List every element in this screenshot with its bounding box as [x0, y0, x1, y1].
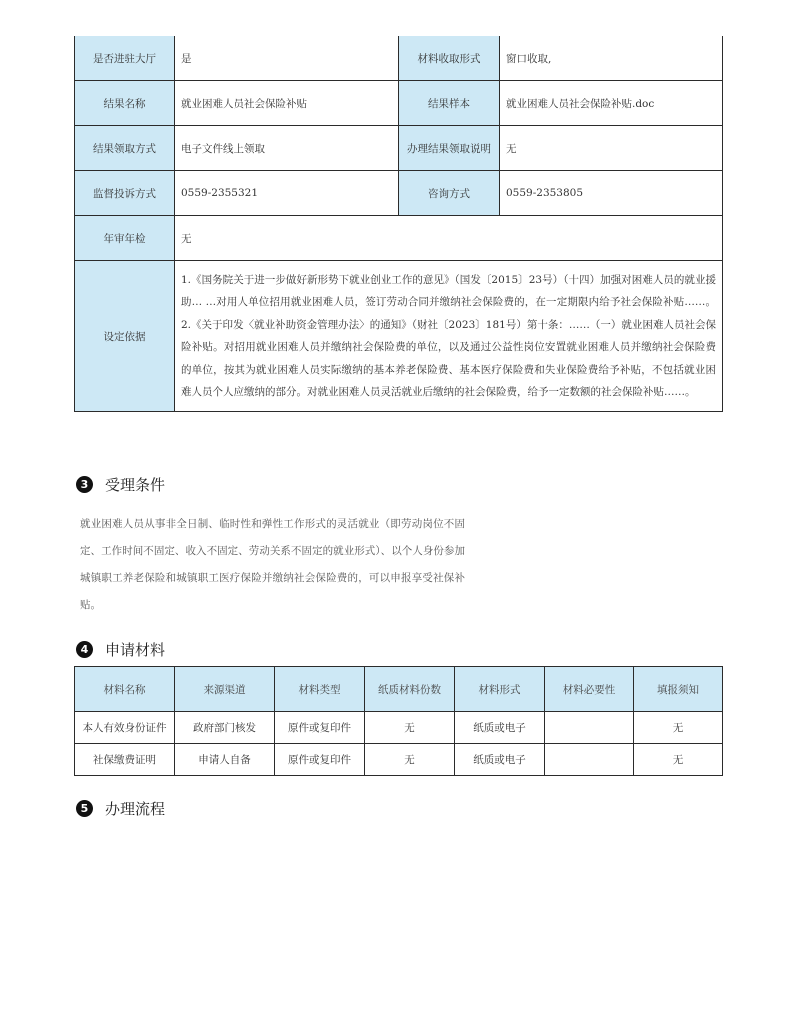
info-table [74, 36, 723, 412]
table-row [75, 36, 723, 81]
table-row [75, 712, 723, 744]
material-copies: 无 [365, 712, 455, 744]
acceptance-conditions-text: 就业困难人员从事非全日制、临时性和弹性工作形式的灵活就业（即劳动岗位不固定、工作时间不固定、收入不固定、劳动关系不固定的就业形式）、以个人身份参加城镇职工养老保险和城镇职工医疗保险并缴纳社会保险费的，可以申报享受社保补贴。 [80, 518, 465, 611]
annual-review-label: 年审年检 [75, 216, 175, 261]
section-title: 申请材料 [105, 641, 166, 659]
consult-phone: 0559-2353805 [500, 171, 723, 216]
result-name-value: 就业困难人员社会保险补贴 [175, 81, 399, 126]
result-name-label: 结果名称 [75, 81, 175, 126]
table-row [75, 261, 723, 412]
table-row [75, 171, 723, 216]
materials-table [74, 666, 723, 776]
basis-text: 1.《国务院关于进一步做好新形势下就业创业工作的意见》（国发〔2015〕23号）（十四）加强对困难人员的就业援助… …对用人单位招用就业困难人员，签订劳动合同并缴纳社会保险费的，在一定期限内给予社会保险补贴……。 2.《关于印发〈就业补助资金管理办法〉的通知》（财社〔2023〕181号）第十条：……（一）就业困难人员社会保险补贴。对招用就业困难人员并缴纳社会保险费的单位，以及通过公益性岗位安置就业困难人员并缴纳社会保险费的单位，按其为就业困难人员实际缴纳的基本养老保险费、基本医疗保险费和失业保险费给予补贴，不包括就业困难人员个人应缴纳的部分。对就业困难人员灵活就业后缴纳的社会保险费，给予一定数额的社会保险补贴……。 [175, 261, 723, 412]
section-heading-process [76, 798, 165, 819]
material-form: 纸质或电子 [455, 744, 545, 776]
annual-review-value: 无 [175, 216, 723, 261]
consult-label: 咨询方式 [399, 171, 500, 216]
material-form: 纸质或电子 [455, 712, 545, 744]
material-name: 社保缴费证明 [75, 744, 175, 776]
column-header: 填报须知 [634, 667, 723, 712]
table-header-row [75, 667, 723, 712]
column-header: 材料必要性 [545, 667, 634, 712]
column-header: 材料名称 [75, 667, 175, 712]
material-source: 政府部门核发 [175, 712, 275, 744]
material-source: 申请人自备 [175, 744, 275, 776]
section-number-badge: 4 [76, 641, 93, 658]
result-sample-label: 结果样本 [399, 81, 500, 126]
material-type: 原件或复印件 [275, 712, 365, 744]
column-header: 来源渠道 [175, 667, 275, 712]
material-necessity [545, 744, 634, 776]
table-row [75, 744, 723, 776]
column-header: 材料类型 [275, 667, 365, 712]
material-type: 原件或复印件 [275, 744, 365, 776]
column-header: 纸质材料份数 [365, 667, 455, 712]
basis-label: 设定依据 [75, 261, 175, 412]
material-name: 本人有效身份证件 [75, 712, 175, 744]
section-title: 办理流程 [105, 800, 166, 818]
material-necessity [545, 712, 634, 744]
complaint-phone: 0559-2355321 [175, 171, 399, 216]
material-notes: 无 [634, 712, 723, 744]
section-heading-materials [76, 639, 165, 660]
column-header: 材料形式 [455, 667, 545, 712]
table-row [75, 81, 723, 126]
section-heading-acceptance [76, 474, 165, 495]
section-number-badge: 5 [76, 800, 93, 817]
hall-value: 是 [175, 36, 399, 81]
section-number-badge: 3 [76, 476, 93, 493]
table-row [75, 216, 723, 261]
material-copies: 无 [365, 744, 455, 776]
pickup-note-label: 办理结果领取说明 [399, 126, 500, 171]
pickup-note-value: 无 [500, 126, 723, 171]
material-notes: 无 [634, 744, 723, 776]
collection-form-label: 材料收取形式 [399, 36, 500, 81]
result-sample-value: 就业困难人员社会保险补贴.doc [500, 81, 723, 126]
result-pickup-label: 结果领取方式 [75, 126, 175, 171]
complaint-label: 监督投诉方式 [75, 171, 175, 216]
collection-form-value: 窗口收取, [500, 36, 723, 81]
hall-label: 是否进驻大厅 [75, 36, 175, 81]
table-row [75, 126, 723, 171]
result-pickup-value: 电子文件线上领取 [175, 126, 399, 171]
section-title: 受理条件 [105, 476, 166, 494]
